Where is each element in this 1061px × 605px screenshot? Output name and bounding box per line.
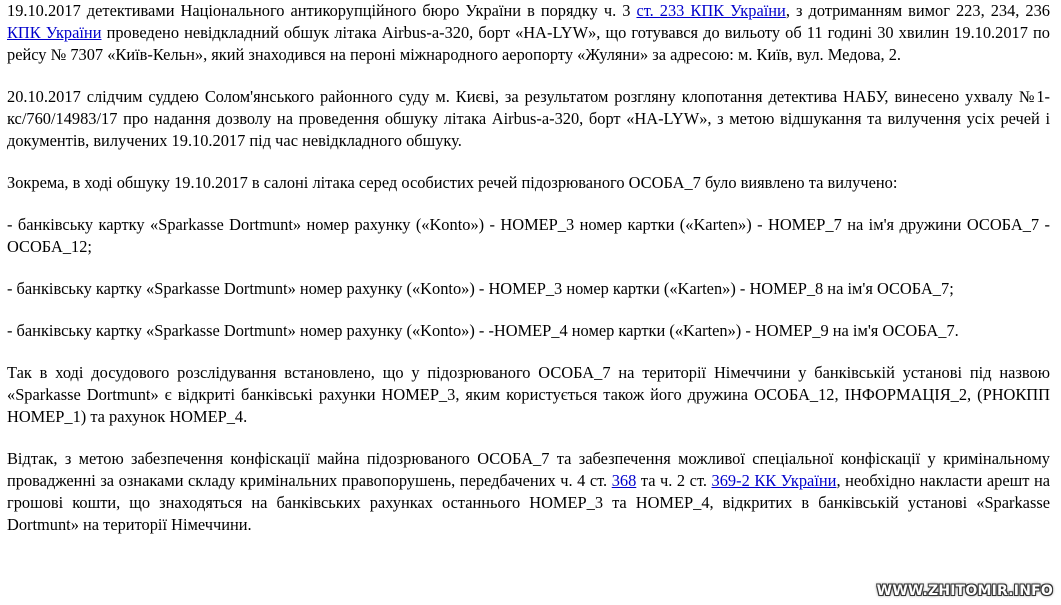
link-kpk[interactable]: КПК України <box>7 23 102 42</box>
paragraph-search-warrant <box>7 0 1050 66</box>
list-item-card-3: - банківську картку «Sparkasse Dortmunt» номер рахунку («Konto») - -НОМЕР_4 номер картки («Karten») - НОМЕР_9 на ім'я ОСОБА_7. <box>7 321 959 340</box>
paragraph-seized-intro: Зокрема, в ході обшуку 19.10.2017 в салоні літака серед особистих речей підозрюваного ОСОБА_7 було виявлено та вилучено: <box>7 173 898 192</box>
paragraph-text: 19.10.2017 детективами Національного антикорупційного бюро України в порядку ч. 3 <box>7 1 637 20</box>
paragraph-investigation: Так в ході досудового розслідування встановлено, що у підозрюваного ОСОБА_7 на території Німеччини у банківській установі під назвою «Sparkasse Dortmunt» є відкриті банківські рахунки НОМЕР_3, яким користується також його дружина ОСОБА_12, ІНФОРМАЦІЯ_2, (РНОКПП НОМЕР_1) та рахунок НОМЕР_4. <box>7 363 1050 426</box>
list-item-card-1: - банківську картку «Sparkasse Dortmunt» номер рахунку («Konto») - НОМЕР_3 номер картки («Karten») - НОМЕР_7 на ім'я дружини ОСОБА_7 - ОСОБА_12; <box>7 215 1050 256</box>
paragraph-text: проведено невідкладний обшук літака Airbus-a-320, борт «HA-LYW», що готувався до вильоту об 11 годині 30 хвилин 19.10.2017 по рейсу № 7307 «Київ-Кельн», який знаходився на пероні міжнародного аеропорту «Жуляни» за адресою: м. Київ, вул. Медова, 2. <box>7 23 1050 64</box>
link-art-233-kpk[interactable]: ст. 233 КПК України <box>636 1 786 20</box>
site-watermark: WWW.ZHITOMIR.INFO <box>876 583 1053 599</box>
paragraph-conclusion <box>7 448 1050 536</box>
link-art-368[interactable]: 368 <box>611 471 637 490</box>
document-body <box>7 0 1050 556</box>
paragraph-text: , необхідно накласти арешт на грошові кошти, що знаходяться на банківських рахунках останнього НОМЕР_3 та НОМЕР_4, відкритих в банківській установі «Sparkasse Dortmunt» на території Німеччини. <box>7 471 1050 534</box>
paragraph-text: Відтак, з метою забезпечення конфіскації майна підозрюваного ОСОБА_7 та забезпечення можливої спеціальної конфіскації у кримінальному провадженні за ознаками складу кримінальних правопорушень, передбачених ч. 4 ст. <box>7 449 1050 490</box>
paragraph-court-ruling: 20.10.2017 слідчим суддею Солом'янського районного суду м. Києві, за результатом розгляну клопотання детектива НАБУ, винесено ухвалу №1-кс/760/14983/17 про надання дозволу на проведення обшуку літака Airbus-a-320, борт «HA-LYW», з метою відшукання та вилучення усіх речей і документів, вилучених 19.10.2017 під час невідкладного обшуку. <box>7 87 1050 150</box>
link-art-369-2-kk[interactable]: 369-2 КК України <box>711 471 837 490</box>
paragraph-text: та ч. 2 ст. <box>636 471 712 490</box>
paragraph-text: , з дотриманням вимог 223, 234, 236 <box>785 1 1050 20</box>
list-item-card-2: - банківську картку «Sparkasse Dortmunt» номер рахунку («Konto») - НОМЕР_3 номер картки («Karten») - НОМЕР_8 на ім'я ОСОБА_7; <box>7 279 954 298</box>
